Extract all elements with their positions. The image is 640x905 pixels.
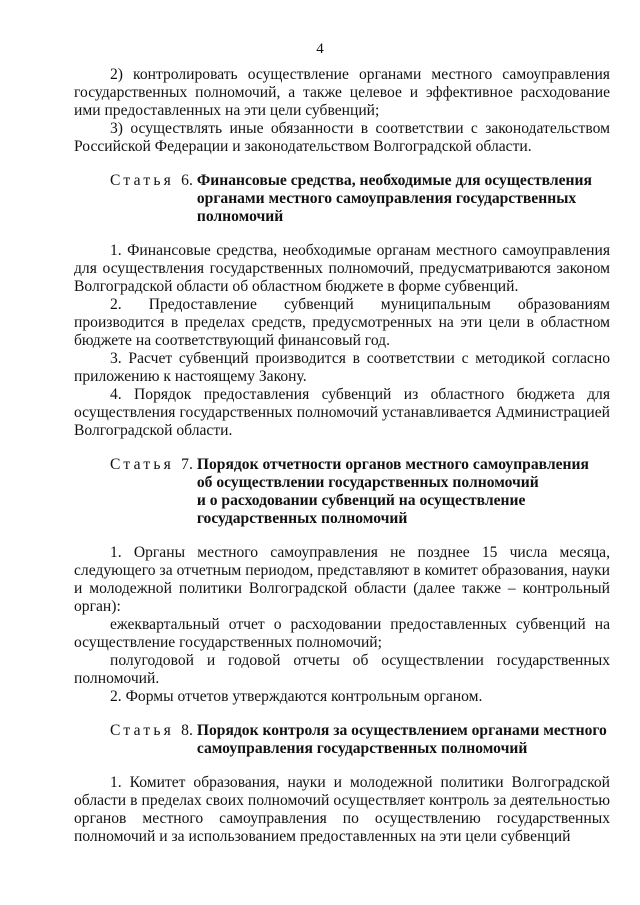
article-label: Статья 6.: [110, 172, 193, 189]
spacer: [74, 156, 610, 172]
article-number: 8.: [181, 722, 193, 739]
spacer: [74, 226, 610, 242]
article-paragraph: 2. Формы отчетов утверждаются контрольным органом.: [110, 688, 483, 705]
article-label: Статья 8.: [110, 722, 193, 739]
article-number: 7.: [181, 456, 193, 473]
article-label: Статья 7.: [110, 456, 193, 473]
article-title: Порядок контроля за осуществлением органами местного самоуправления государственных полномочий: [196, 722, 607, 757]
article-8-heading: [110, 722, 610, 758]
spacer: [74, 528, 610, 544]
article-paragraph: ежеквартальный отчет о расходовании предоставленных субвенций на осуществление государственных полномочий;: [74, 616, 610, 651]
article-paragraph: 1. Комитет образования, науки и молодежной политики Волгоградской области в пределах своих полномочий осуществляет контроль за деятельностью органов местного самоуправления по осуществлению государственных полномочий и за использованием предоставленных на эти цели субвенций: [74, 774, 610, 845]
article-6-heading: [110, 172, 610, 226]
article-paragraph: 1. Финансовые средства, необходимые органам местного самоуправления для осуществления государственных полномочий, предусматриваются законом Волгоградской области об областном бюджете в форме субвенций.: [74, 242, 610, 295]
spacer: [74, 706, 610, 722]
article-paragraph: 4. Порядок предоставления субвенций из областного бюджета для осуществления государственных полномочий устанавливается Администрацией Волгоградской области.: [74, 386, 610, 439]
article-title: Порядок отчетности органов местного самоуправления об осуществлении государственных полномочий и о расходовании субвенций на осуществление государственных полномочий: [196, 456, 589, 527]
article-title: Финансовые средства, необходимые для осуществления органами местного самоуправления государственных полномочий: [196, 172, 592, 225]
spacer: [74, 758, 610, 774]
page-number: 4: [316, 41, 324, 57]
article-paragraph: полугодовой и годовой отчеты об осуществлении государственных полномочий.: [74, 652, 610, 687]
article-paragraph: 1. Органы местного самоуправления не позднее 15 числа месяца, следующего за отчетным периодом, представляют в комитет образования, науки и молодежной политики Волгоградской области (далее также – контрольный орган):: [74, 544, 610, 615]
article-paragraph: 2. Предоставление субвенций муниципальным образованиям производится в пределах средств, предусмотренных на эти цели в областном бюджете на соответствующий финансовый год.: [74, 296, 610, 349]
document-body: [74, 66, 610, 846]
article-7-heading: [110, 456, 610, 528]
spacer: [74, 440, 610, 456]
intro-paragraph: 2) контролировать осуществление органами местного самоуправления государственных полномочий, а также целевое и эффективное расходование ими предоставленных на эти цели субвенций;: [74, 66, 610, 119]
intro-paragraph: 3) осуществлять иные обязанности в соответствии с законодательством Российской Федерации и законодательством Волгоградской области.: [74, 120, 610, 155]
article-number: 6.: [181, 172, 193, 189]
article-paragraph: 3. Расчет субвенций производится в соответствии с методикой согласно приложению к настоящему Закону.: [74, 350, 610, 385]
